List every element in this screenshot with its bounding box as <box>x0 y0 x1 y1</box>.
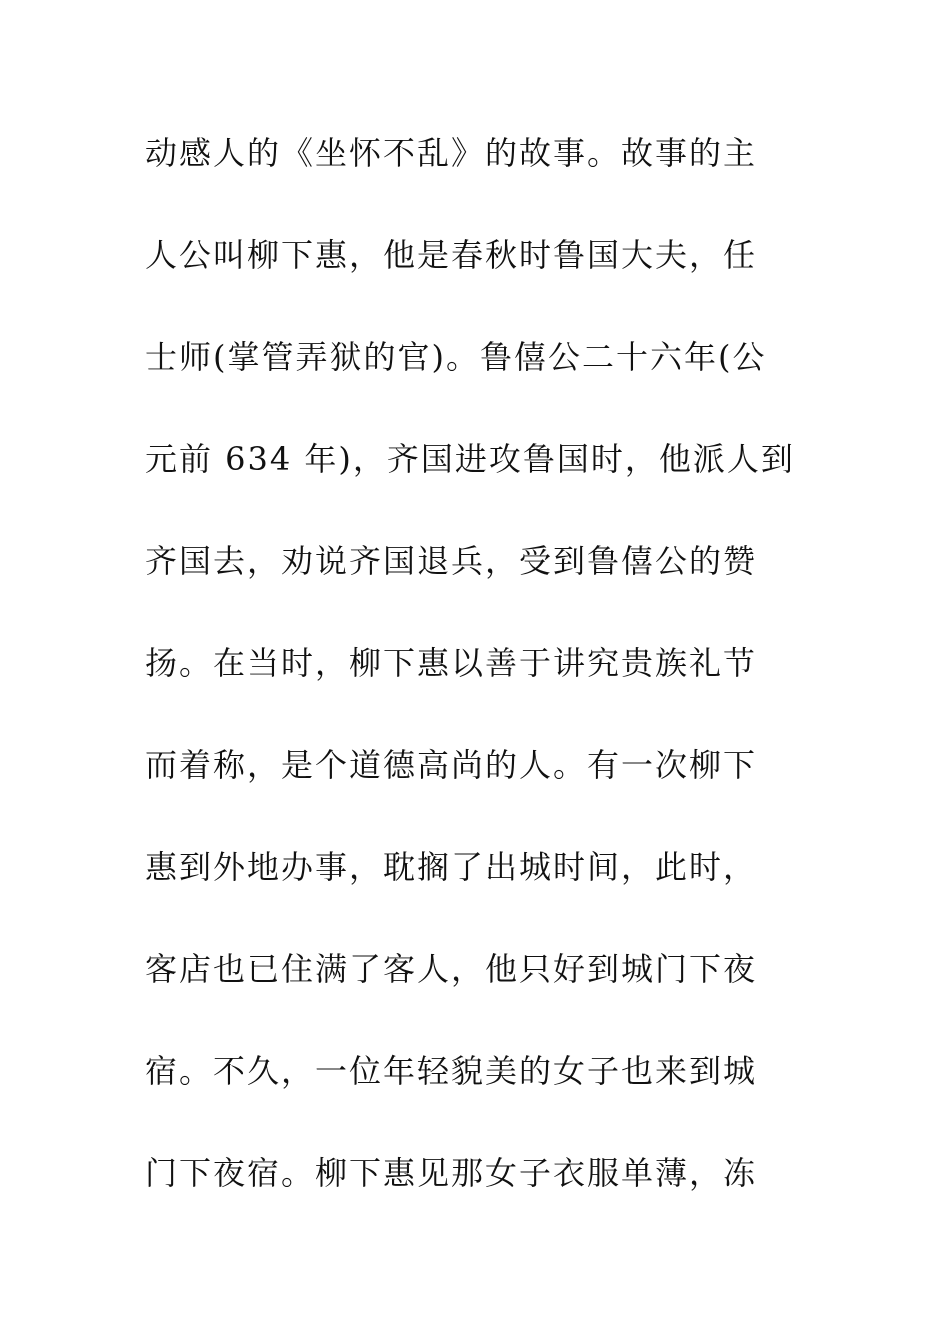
text-line-6: 扬。在当时，柳下惠以善于讲究贵族礼节 <box>145 644 758 682</box>
body-text <box>145 122 815 1244</box>
text-line-11: 门下夜宿。柳下惠见那女子衣服单薄，冻 <box>145 1154 758 1192</box>
text-line-3: 士师(掌管弄狱的官)。鲁僖公二十六年(公 <box>145 338 767 376</box>
text-line-9: 客店也已住满了客人，他只好到城门下夜 <box>145 950 758 988</box>
text-line-8: 惠到外地办事，耽搁了出城时间，此时， <box>145 848 758 886</box>
text-line-5: 齐国去，劝说齐国退兵，受到鲁僖公的赞 <box>145 542 758 580</box>
text-line-7: 而着称，是个道德高尚的人。有一次柳下 <box>145 746 758 784</box>
text-line-1: 动感人的《坐怀不乱》的故事。故事的主 <box>145 134 758 172</box>
text-line-10: 宿。不久，一位年轻貌美的女子也来到城 <box>145 1052 758 1090</box>
text-line-2: 人公叫柳下惠，他是春秋时鲁国大夫，任 <box>145 236 758 274</box>
text-line-4: 元前 634 年)，齐国进攻鲁国时，他派人到 <box>145 440 795 478</box>
